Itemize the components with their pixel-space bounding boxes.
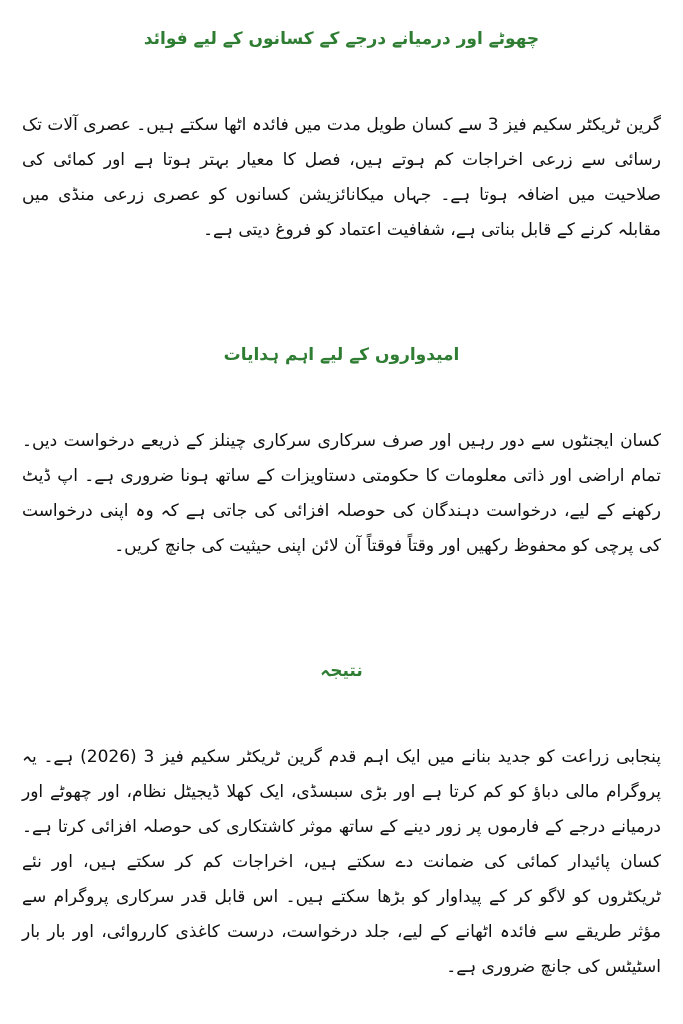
section-heading-conclusion: نتیجہ — [320, 661, 363, 681]
paragraph-benefits: گرین ٹریکٹر سکیم فیز 3 سے کسان طویل مدت میں فائدہ اٹھا سکتے ہیں۔ عصری آلات تک رسائی سے زرعی اخراجات کم ہوتے ہیں، فصل کا معیار بہتر ہوتا ہے اور کمائی کی صلاحیت میں اضافہ ہوتا ہے۔ جہاں میکانائزیشن کسانوں کو عصری زرعی منڈی میں مقابلہ کرنے کے قابل بناتی ہے، شفافیت اعتماد کو فروغ دیتی ہے۔ — [22, 115, 661, 240]
paragraph-instructions: کسان ایجنٹوں سے دور رہیں اور صرف سرکاری سرکاری چینلز کے ذریعے درخواست دیں۔ تمام اراضی اور ذاتی معلومات کا حکومتی دستاویزات کے ساتھ ہونا ضروری ہے۔ اپ ڈیٹ رکھنے کے لیے، درخواست دہندگان کی حوصلہ افزائی کی جاتی ہے کہ وہ اپنی درخواست کی پرچی کو محفوظ رکھیں اور وقتاً فوقتاً آن لائن اپنی حیثیت کی جانچ کریں۔ — [22, 431, 661, 556]
section-heading-benefits: چھوٹے اور درمیانے درجے کے کسانوں کے لیے فوائد — [143, 29, 540, 49]
section-heading-instructions: امیدواروں کے لیے اہم ہدایات — [223, 345, 460, 365]
paragraph-conclusion: پنجابی زراعت کو جدید بنانے میں ایک اہم قدم گرین ٹریکٹر سکیم فیز 3 (2026) ہے۔ یہ پروگرام مالی دباؤ کو کم کرتا ہے اور بڑی سبسڈی، ایک کھلا ڈیجیٹل نظام، اور چھوٹے اور درمیانے درجے کے فارموں پر زور دینے کے ساتھ موثر کاشتکاری کی حوصلہ افزائی کرتا ہے۔ کسان پائیدار کمائی کی ضمانت دے سکتے ہیں، اخراجات کم کر سکتے ہیں، اور نئے ٹریکٹروں کو لاگو کر کے پیداوار کو بڑھا سکتے ہیں۔ اس قابل قدر سرکاری پروگرام سے مؤثر طریقے سے فائدہ اٹھانے کے لیے، جلد درخواست، درست کاغذی کارروائی، اور بار بار اسٹیٹس کی جانچ ضروری ہے۔ — [22, 747, 662, 977]
